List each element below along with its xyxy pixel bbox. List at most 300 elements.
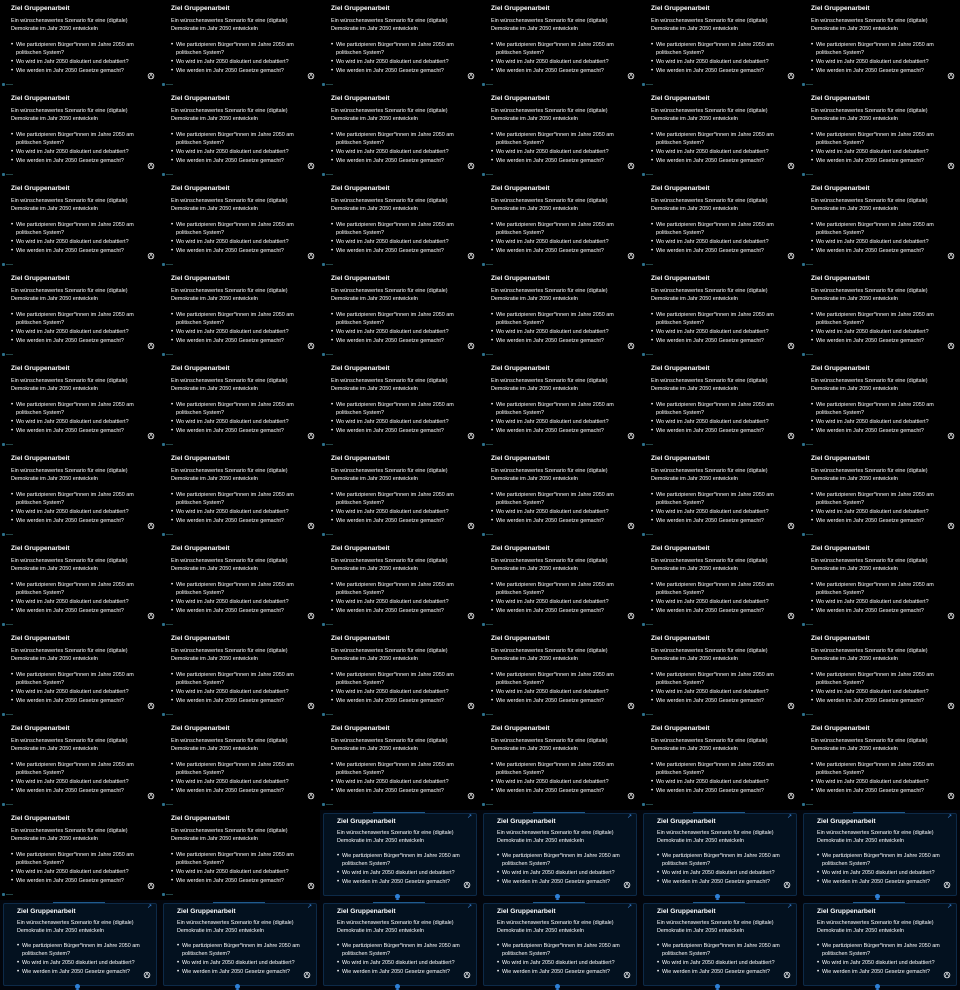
slide-thumbnail[interactable] — [480, 270, 640, 360]
slide-thumbnail[interactable] — [320, 900, 480, 990]
footer-mark — [482, 353, 494, 357]
slide-thumbnail[interactable] — [0, 810, 160, 900]
slide-bullet: • Wie partizipieren Bürger*innen im Jahre 2050 am politischen System? — [657, 943, 787, 958]
logo-icon — [787, 342, 795, 350]
slide-thumbnail[interactable] — [480, 900, 640, 990]
slide-title: Ziel Gruppenarbeit — [331, 635, 390, 642]
slide-bullet: • Wie werden im Jahr 2050 Gesetze gemacht? — [171, 518, 311, 526]
slide-subtitle: Ein wünschenswertes Szenario für eine (digitale) Demokratie im Jahr 2050 entwickeln — [811, 198, 928, 212]
footer-mark — [482, 533, 494, 537]
slide-thumbnail[interactable] — [0, 630, 160, 720]
pager-dots-icon[interactable] — [75, 984, 87, 988]
slide-bullet-list — [171, 852, 311, 887]
slide-bullet: • Wo wird im Jahr 2050 diskutiert und debattiert? — [171, 599, 311, 607]
expand-arrow-icon[interactable]: ↗ — [947, 904, 953, 910]
slide-thumbnail[interactable] — [160, 720, 320, 810]
slide-bullet: • Wie werden im Jahr 2050 Gesetze gemacht? — [651, 698, 791, 706]
slide-title: Ziel Gruppenarbeit — [331, 185, 390, 192]
slide-thumbnail[interactable] — [160, 810, 320, 900]
slide-thumbnail[interactable] — [640, 900, 800, 990]
slide-bullet: • Wie partizipieren Bürger*innen im Jahre 2050 am politischen System? — [337, 853, 467, 868]
slide-thumbnail[interactable] — [0, 360, 160, 450]
slide-bullet: • Wie partizipieren Bürger*innen im Jahre 2050 am politischen System? — [491, 582, 631, 597]
slide-subtitle: Ein wünschenswertes Szenario für eine (digitale) Demokratie im Jahr 2050 entwickeln — [331, 108, 448, 122]
slide-bullet: • Wie partizipieren Bürger*innen im Jahre 2050 am politischen System? — [491, 312, 631, 327]
slide-bullet: • Wo wird im Jahr 2050 diskutiert und debattiert? — [811, 599, 951, 607]
logo-icon — [147, 72, 155, 80]
slide-thumbnail[interactable] — [800, 90, 960, 180]
slide-thumbnail[interactable] — [320, 180, 480, 270]
logo-icon — [947, 162, 955, 170]
slide-thumbnail[interactable] — [800, 810, 960, 900]
slide-subtitle: Ein wünschenswertes Szenario für eine (digitale) Demokratie im Jahr 2050 entwickeln — [17, 920, 134, 934]
slide-bullet: • Wo wird im Jahr 2050 diskutiert und debattiert? — [651, 419, 791, 427]
slide-title: Ziel Gruppenarbeit — [811, 635, 870, 642]
footer-mark — [802, 533, 814, 537]
slide-title: Ziel Gruppenarbeit — [651, 635, 710, 642]
slide-thumbnail[interactable] — [320, 90, 480, 180]
slide-subtitle: Ein wünschenswertes Szenario für eine (digitale) Demokratie im Jahr 2050 entwickeln — [171, 648, 288, 662]
logo-icon — [147, 522, 155, 530]
slide-bullet: • Wie werden im Jahr 2050 Gesetze gemacht? — [817, 969, 947, 977]
slide-thumbnail[interactable] — [0, 900, 160, 990]
slide-subtitle: Ein wünschenswertes Szenario für eine (digitale) Demokratie im Jahr 2050 entwickeln — [171, 558, 288, 572]
slide-thumbnail[interactable] — [480, 180, 640, 270]
slide-bullet-list — [331, 762, 471, 797]
slide-bullet: • Wie werden im Jahr 2050 Gesetze gemacht? — [171, 788, 311, 796]
slide-bullet: • Wie werden im Jahr 2050 Gesetze gemacht? — [171, 338, 311, 346]
slide-subtitle: Ein wünschenswertes Szenario für eine (digitale) Demokratie im Jahr 2050 entwickeln — [491, 468, 608, 482]
logo-icon — [623, 881, 631, 889]
slide-bullet: • Wie partizipieren Bürger*innen im Jahre 2050 am politischen System? — [811, 762, 951, 777]
slide-title: Ziel Gruppenarbeit — [11, 365, 70, 372]
panel-top-bar — [853, 812, 905, 813]
slide-bullet: • Wo wird im Jahr 2050 diskutiert und debattiert? — [11, 239, 151, 247]
slide-bullet: • Wie werden im Jahr 2050 Gesetze gemacht? — [331, 68, 471, 76]
slide-title: Ziel Gruppenarbeit — [651, 545, 710, 552]
slide-title: Ziel Gruppenarbeit — [177, 908, 236, 915]
slide-bullet: • Wie werden im Jahr 2050 Gesetze gemacht? — [811, 788, 951, 796]
slide-bullet: • Wie werden im Jahr 2050 Gesetze gemacht? — [497, 969, 627, 977]
slide-subtitle: Ein wünschenswertes Szenario für eine (digitale) Demokratie im Jahr 2050 entwickeln — [171, 198, 288, 212]
slide-subtitle: Ein wünschenswertes Szenario für eine (digitale) Demokratie im Jahr 2050 entwickeln — [11, 738, 128, 752]
logo-icon — [627, 432, 635, 440]
slide-thumbnail[interactable] — [320, 360, 480, 450]
footer-mark — [482, 803, 494, 807]
logo-icon — [947, 252, 955, 260]
slide-bullet: • Wie partizipieren Bürger*innen im Jahre 2050 am politischen System? — [811, 582, 951, 597]
slide-thumbnail[interactable] — [800, 360, 960, 450]
slide-bullet: • Wie werden im Jahr 2050 Gesetze gemacht? — [171, 608, 311, 616]
pager-dots-icon[interactable] — [395, 984, 407, 988]
slide-bullet: • Wie werden im Jahr 2050 Gesetze gemacht? — [337, 969, 467, 977]
logo-icon — [303, 971, 311, 979]
logo-icon — [467, 72, 475, 80]
slide-title: Ziel Gruppenarbeit — [11, 5, 70, 12]
slide-subtitle: Ein wünschenswertes Szenario für eine (digitale) Demokratie im Jahr 2050 entwickeln — [177, 920, 294, 934]
slide-bullet: • Wo wird im Jahr 2050 diskutiert und debattiert? — [11, 599, 151, 607]
slide-thumbnail[interactable] — [480, 540, 640, 630]
footer-mark — [322, 803, 334, 807]
slide-subtitle: Ein wünschenswertes Szenario für eine (digitale) Demokratie im Jahr 2050 entwickeln — [491, 378, 608, 392]
slide-thumbnail[interactable] — [640, 360, 800, 450]
slide-title: Ziel Gruppenarbeit — [811, 725, 870, 732]
slide-thumbnail[interactable] — [160, 180, 320, 270]
slide-bullet: • Wo wird im Jahr 2050 diskutiert und debattiert? — [491, 149, 631, 157]
footer-mark — [322, 353, 334, 357]
slide-bullet: • Wie werden im Jahr 2050 Gesetze gemacht? — [11, 158, 151, 166]
slide-title: Ziel Gruppenarbeit — [331, 455, 390, 462]
slide-bullet-list — [491, 762, 631, 797]
expand-arrow-icon[interactable]: ↗ — [307, 904, 313, 910]
slide-subtitle: Ein wünschenswertes Szenario für eine (digitale) Demokratie im Jahr 2050 entwickeln — [651, 18, 768, 32]
pager-dots-icon[interactable] — [395, 894, 407, 898]
slide-bullet: • Wie partizipieren Bürger*innen im Jahre 2050 am politischen System? — [11, 492, 151, 507]
slide-bullet: • Wie partizipieren Bürger*innen im Jahre 2050 am politischen System? — [811, 42, 951, 57]
slide-bullet: • Wo wird im Jahr 2050 diskutiert und debattiert? — [651, 509, 791, 517]
slide-thumbnail[interactable] — [800, 0, 960, 90]
slide-thumbnail[interactable] — [160, 540, 320, 630]
slide-title: Ziel Gruppenarbeit — [11, 185, 70, 192]
footer-mark — [2, 83, 14, 87]
slide-title: Ziel Gruppenarbeit — [491, 545, 550, 552]
footer-mark — [642, 83, 654, 87]
slide-title: Ziel Gruppenarbeit — [491, 95, 550, 102]
slide-bullet: • Wo wird im Jahr 2050 diskutiert und debattiert? — [331, 599, 471, 607]
slide-bullet: • Wie werden im Jahr 2050 Gesetze gemacht? — [651, 428, 791, 436]
slide-bullet-list — [811, 762, 951, 797]
slide-bullet: • Wo wird im Jahr 2050 diskutiert und debattiert? — [171, 689, 311, 697]
slide-bullet: • Wie partizipieren Bürger*innen im Jahre 2050 am politischen System? — [11, 762, 151, 777]
slide-subtitle: Ein wünschenswertes Szenario für eine (digitale) Demokratie im Jahr 2050 entwickeln — [491, 738, 608, 752]
slide-subtitle: Ein wünschenswertes Szenario für eine (digitale) Demokratie im Jahr 2050 entwickeln — [491, 558, 608, 572]
slide-thumbnail[interactable] — [320, 630, 480, 720]
logo-icon — [307, 252, 315, 260]
slide-thumbnail[interactable] — [160, 360, 320, 450]
slide-title: Ziel Gruppenarbeit — [331, 545, 390, 552]
slide-thumbnail[interactable] — [640, 720, 800, 810]
logo-icon — [467, 252, 475, 260]
logo-icon — [147, 702, 155, 710]
slide-bullet-list — [491, 222, 631, 257]
slide-bullet: • Wie partizipieren Bürger*innen im Jahre 2050 am politischen System? — [337, 943, 467, 958]
footer-mark — [802, 83, 814, 87]
slide-thumbnail[interactable] — [800, 900, 960, 990]
slide-thumbnail[interactable] — [0, 540, 160, 630]
footer-mark — [322, 623, 334, 627]
expand-arrow-icon[interactable]: ↗ — [787, 814, 793, 820]
slide-bullet: • Wo wird im Jahr 2050 diskutiert und debattiert? — [657, 870, 787, 878]
slide-bullet: • Wie partizipieren Bürger*innen im Jahre 2050 am politischen System? — [811, 402, 951, 417]
slide-bullet: • Wie werden im Jahr 2050 Gesetze gemacht? — [491, 248, 631, 256]
slide-subtitle: Ein wünschenswertes Szenario für eine (digitale) Demokratie im Jahr 2050 entwickeln — [651, 738, 768, 752]
slide-bullet: • Wie werden im Jahr 2050 Gesetze gemacht? — [657, 879, 787, 887]
slide-title: Ziel Gruppenarbeit — [11, 275, 70, 282]
slide-subtitle: Ein wünschenswertes Szenario für eine (digitale) Demokratie im Jahr 2050 entwickeln — [11, 108, 128, 122]
slide-bullet-list — [11, 312, 151, 347]
expand-arrow-icon[interactable]: ↗ — [627, 814, 633, 820]
slide-bullet-list — [171, 132, 311, 167]
slide-thumbnail[interactable] — [0, 450, 160, 540]
slide-title: Ziel Gruppenarbeit — [11, 545, 70, 552]
slide-bullet: • Wie werden im Jahr 2050 Gesetze gemacht? — [11, 68, 151, 76]
slide-title: Ziel Gruppenarbeit — [171, 455, 230, 462]
expand-arrow-icon[interactable]: ↗ — [947, 814, 953, 820]
logo-icon — [147, 342, 155, 350]
logo-icon — [783, 881, 791, 889]
slide-bullet: • Wie werden im Jahr 2050 Gesetze gemacht? — [817, 879, 947, 887]
slide-bullet: • Wie werden im Jahr 2050 Gesetze gemacht? — [171, 428, 311, 436]
slide-title: Ziel Gruppenarbeit — [651, 95, 710, 102]
slide-bullet: • Wie partizipieren Bürger*innen im Jahre 2050 am politischen System? — [651, 222, 791, 237]
slide-bullet: • Wie partizipieren Bürger*innen im Jahre 2050 am politischen System? — [331, 132, 471, 147]
slide-bullet: • Wie werden im Jahr 2050 Gesetze gemacht? — [11, 248, 151, 256]
logo-icon — [307, 882, 315, 890]
footer-mark — [802, 803, 814, 807]
slide-bullet: • Wo wird im Jahr 2050 diskutiert und debattiert? — [811, 329, 951, 337]
slide-title: Ziel Gruppenarbeit — [171, 5, 230, 12]
logo-icon — [467, 162, 475, 170]
slide-bullet-list — [177, 943, 307, 978]
footer-mark — [162, 713, 174, 717]
logo-icon — [787, 432, 795, 440]
slide-title: Ziel Gruppenarbeit — [11, 95, 70, 102]
slide-thumbnail[interactable] — [800, 540, 960, 630]
slide-bullet-list — [171, 222, 311, 257]
slide-bullet: • Wie werden im Jahr 2050 Gesetze gemacht? — [811, 698, 951, 706]
slide-thumbnail[interactable] — [0, 270, 160, 360]
expand-arrow-icon[interactable]: ↗ — [147, 904, 153, 910]
slide-bullet: • Wie werden im Jahr 2050 Gesetze gemacht? — [491, 158, 631, 166]
slide-thumbnail[interactable] — [800, 450, 960, 540]
panel-top-bar — [533, 812, 585, 813]
slide-bullet: • Wo wird im Jahr 2050 diskutiert und debattiert? — [811, 509, 951, 517]
pager-dots-icon[interactable] — [715, 894, 727, 898]
slide-bullet-list — [811, 672, 951, 707]
footer-mark — [2, 263, 14, 267]
slide-bullet: • Wo wird im Jahr 2050 diskutiert und debattiert? — [331, 779, 471, 787]
footer-mark — [322, 263, 334, 267]
pager-dots-icon[interactable] — [555, 984, 567, 988]
slide-bullet-list — [11, 402, 151, 437]
slide-bullet: • Wie werden im Jahr 2050 Gesetze gemacht? — [651, 248, 791, 256]
logo-icon — [307, 72, 315, 80]
slide-thumbnail[interactable] — [160, 0, 320, 90]
pager-dots-icon[interactable] — [235, 984, 247, 988]
slide-title: Ziel Gruppenarbeit — [657, 818, 716, 825]
slide-title: Ziel Gruppenarbeit — [817, 818, 876, 825]
slide-subtitle: Ein wünschenswertes Szenario für eine (digitale) Demokratie im Jahr 2050 entwickeln — [11, 828, 128, 842]
slide-bullet: • Wie partizipieren Bürger*innen im Jahre 2050 am politischen System? — [171, 222, 311, 237]
slide-bullet-list — [171, 402, 311, 437]
slide-thumbnail[interactable] — [800, 720, 960, 810]
slide-thumbnail[interactable] — [800, 180, 960, 270]
slide-thumbnail[interactable] — [640, 270, 800, 360]
footer-mark — [162, 353, 174, 357]
pager-dots-icon[interactable] — [555, 894, 567, 898]
slide-thumbnail[interactable] — [320, 270, 480, 360]
logo-icon — [947, 702, 955, 710]
slide-thumbnail[interactable] — [0, 0, 160, 90]
slide-thumbnail[interactable] — [640, 810, 800, 900]
logo-icon — [307, 702, 315, 710]
slide-thumbnail[interactable] — [320, 450, 480, 540]
slide-thumbnail[interactable] — [800, 630, 960, 720]
slide-bullet-list — [171, 672, 311, 707]
slide-bullet: • Wo wird im Jahr 2050 diskutiert und debattiert? — [491, 239, 631, 247]
slide-thumbnail[interactable] — [0, 90, 160, 180]
logo-icon — [467, 702, 475, 710]
slide-bullet: • Wie werden im Jahr 2050 Gesetze gemacht? — [651, 68, 791, 76]
slide-title: Ziel Gruppenarbeit — [811, 545, 870, 552]
slide-bullet: • Wo wird im Jahr 2050 diskutiert und debattiert? — [651, 599, 791, 607]
slide-bullet-list — [651, 312, 791, 347]
slide-bullet: • Wie partizipieren Bürger*innen im Jahre 2050 am politischen System? — [331, 222, 471, 237]
slide-bullet: • Wie werden im Jahr 2050 Gesetze gemacht? — [651, 518, 791, 526]
slide-title: Ziel Gruppenarbeit — [651, 275, 710, 282]
slide-subtitle: Ein wünschenswertes Szenario für eine (digitale) Demokratie im Jahr 2050 entwickeln — [171, 18, 288, 32]
slide-bullet-list — [491, 312, 631, 347]
slide-thumbnail[interactable] — [160, 630, 320, 720]
slide-thumbnail[interactable] — [320, 540, 480, 630]
slide-thumbnail[interactable] — [480, 450, 640, 540]
pager-dots-icon[interactable] — [875, 984, 887, 988]
slide-title: Ziel Gruppenarbeit — [11, 455, 70, 462]
slide-thumbnail[interactable] — [800, 270, 960, 360]
slide-subtitle: Ein wünschenswertes Szenario für eine (digitale) Demokratie im Jahr 2050 entwickeln — [811, 18, 928, 32]
slide-bullet: • Wo wird im Jahr 2050 diskutiert und debattiert? — [17, 960, 147, 968]
slide-bullet-list — [11, 222, 151, 257]
slide-bullet: • Wie partizipieren Bürger*innen im Jahre 2050 am politischen System? — [331, 672, 471, 687]
slide-bullet-list — [17, 943, 147, 978]
slide-thumbnail[interactable] — [640, 450, 800, 540]
slide-thumbnail[interactable] — [480, 720, 640, 810]
footer-mark — [2, 533, 14, 537]
slide-bullet: • Wie partizipieren Bürger*innen im Jahre 2050 am politischen System? — [331, 582, 471, 597]
slide-bullet-list — [331, 42, 471, 77]
footer-mark — [642, 353, 654, 357]
slide-thumbnail[interactable] — [640, 540, 800, 630]
slide-bullet: • Wie werden im Jahr 2050 Gesetze gemacht? — [11, 338, 151, 346]
slide-bullet: • Wie partizipieren Bürger*innen im Jahre 2050 am politischen System? — [491, 132, 631, 147]
slide-thumbnail[interactable] — [480, 360, 640, 450]
footer-mark — [482, 173, 494, 177]
slide-bullet: • Wie partizipieren Bürger*innen im Jahre 2050 am politischen System? — [171, 312, 311, 327]
slide-thumbnail[interactable] — [480, 630, 640, 720]
slide-bullet-list — [491, 402, 631, 437]
expand-arrow-icon[interactable]: ↗ — [787, 904, 793, 910]
slide-thumbnail[interactable] — [320, 810, 480, 900]
slide-thumbnail[interactable] — [640, 180, 800, 270]
slide-subtitle: Ein wünschenswertes Szenario für eine (digitale) Demokratie im Jahr 2050 entwickeln — [11, 18, 128, 32]
panel-top-bar — [853, 902, 905, 903]
slide-thumbnail[interactable] — [320, 0, 480, 90]
slide-bullet: • Wie partizipieren Bürger*innen im Jahre 2050 am politischen System? — [171, 762, 311, 777]
slide-subtitle: Ein wünschenswertes Szenario für eine (digitale) Demokratie im Jahr 2050 entwickeln — [11, 288, 128, 302]
slide-bullet-list — [491, 582, 631, 617]
footer-mark — [322, 173, 334, 177]
slide-thumbnail[interactable] — [160, 90, 320, 180]
pager-dots-icon[interactable] — [875, 894, 887, 898]
slide-title: Ziel Gruppenarbeit — [331, 275, 390, 282]
slide-thumbnail[interactable] — [160, 900, 320, 990]
slide-thumbnail[interactable] — [320, 720, 480, 810]
slide-thumbnail[interactable] — [640, 0, 800, 90]
slide-bullet: • Wie werden im Jahr 2050 Gesetze gemacht? — [491, 698, 631, 706]
slide-subtitle: Ein wünschenswertes Szenario für eine (digitale) Demokratie im Jahr 2050 entwickeln — [11, 558, 128, 572]
slide-bullet: • Wie partizipieren Bürger*innen im Jahre 2050 am politischen System? — [491, 222, 631, 237]
slide-bullet: • Wie partizipieren Bürger*innen im Jahre 2050 am politischen System? — [331, 312, 471, 327]
slide-subtitle: Ein wünschenswertes Szenario für eine (digitale) Demokratie im Jahr 2050 entwickeln — [657, 830, 774, 844]
slide-bullet: • Wo wird im Jahr 2050 diskutiert und debattiert? — [817, 960, 947, 968]
slide-bullet: • Wie partizipieren Bürger*innen im Jahre 2050 am politischen System? — [11, 582, 151, 597]
slide-bullet: • Wie partizipieren Bürger*innen im Jahre 2050 am politischen System? — [811, 492, 951, 507]
logo-icon — [947, 432, 955, 440]
slide-bullet-list — [651, 672, 791, 707]
slide-bullet-list — [651, 402, 791, 437]
slide-thumbnail[interactable] — [640, 90, 800, 180]
slide-thumbnail[interactable] — [480, 90, 640, 180]
footer-mark — [802, 353, 814, 357]
slide-title: Ziel Gruppenarbeit — [331, 95, 390, 102]
slide-bullet: • Wie werden im Jahr 2050 Gesetze gemacht? — [811, 158, 951, 166]
slide-title: Ziel Gruppenarbeit — [811, 185, 870, 192]
slide-bullet: • Wie werden im Jahr 2050 Gesetze gemacht? — [331, 788, 471, 796]
footer-mark — [162, 83, 174, 87]
slide-bullet: • Wie partizipieren Bürger*innen im Jahre 2050 am politischen System? — [651, 762, 791, 777]
slide-thumbnail[interactable] — [0, 180, 160, 270]
slide-bullet-list — [811, 492, 951, 527]
slide-thumbnail[interactable] — [480, 810, 640, 900]
slide-bullet-list — [11, 762, 151, 797]
logo-icon — [787, 162, 795, 170]
footer-mark — [802, 623, 814, 627]
slide-bullet: • Wie werden im Jahr 2050 Gesetze gemacht? — [11, 428, 151, 436]
slide-bullet: • Wie partizipieren Bürger*innen im Jahre 2050 am politischen System? — [171, 582, 311, 597]
slide-bullet: • Wie partizipieren Bürger*innen im Jahre 2050 am politischen System? — [171, 42, 311, 57]
slide-bullet: • Wo wird im Jahr 2050 diskutiert und debattiert? — [491, 689, 631, 697]
footer-mark — [2, 353, 14, 357]
expand-arrow-icon[interactable]: ↗ — [467, 814, 473, 820]
slide-thumbnail[interactable] — [0, 720, 160, 810]
slide-thumbnail[interactable] — [480, 0, 640, 90]
expand-arrow-icon[interactable]: ↗ — [627, 904, 633, 910]
slide-thumbnail[interactable] — [160, 270, 320, 360]
slide-bullet: • Wo wird im Jahr 2050 diskutiert und debattiert? — [811, 419, 951, 427]
slide-bullet: • Wo wird im Jahr 2050 diskutiert und debattiert? — [811, 689, 951, 697]
logo-icon — [307, 432, 315, 440]
slide-bullet: • Wie werden im Jahr 2050 Gesetze gemacht? — [491, 428, 631, 436]
slide-thumbnail[interactable] — [160, 450, 320, 540]
slide-subtitle: Ein wünschenswertes Szenario für eine (digitale) Demokratie im Jahr 2050 entwickeln — [337, 920, 454, 934]
footer-mark — [322, 713, 334, 717]
slide-bullet-list — [651, 492, 791, 527]
slide-thumbnail[interactable] — [640, 630, 800, 720]
slide-bullet: • Wie werden im Jahr 2050 Gesetze gemacht? — [811, 248, 951, 256]
slide-bullet: • Wie partizipieren Bürger*innen im Jahre 2050 am politischen System? — [491, 42, 631, 57]
slide-bullet: • Wo wird im Jahr 2050 diskutiert und debattiert? — [171, 59, 311, 67]
logo-icon — [627, 522, 635, 530]
slide-bullet: • Wie werden im Jahr 2050 Gesetze gemacht? — [11, 698, 151, 706]
pager-dots-icon[interactable] — [715, 984, 727, 988]
slide-bullet: • Wo wird im Jahr 2050 diskutiert und debattiert? — [811, 239, 951, 247]
slide-bullet: • Wie werden im Jahr 2050 Gesetze gemacht? — [331, 518, 471, 526]
footer-mark — [802, 443, 814, 447]
expand-arrow-icon[interactable]: ↗ — [467, 904, 473, 910]
footer-mark — [162, 263, 174, 267]
slide-bullet-list — [11, 582, 151, 617]
slide-bullet: • Wie partizipieren Bürger*innen im Jahre 2050 am politischen System? — [651, 492, 791, 507]
